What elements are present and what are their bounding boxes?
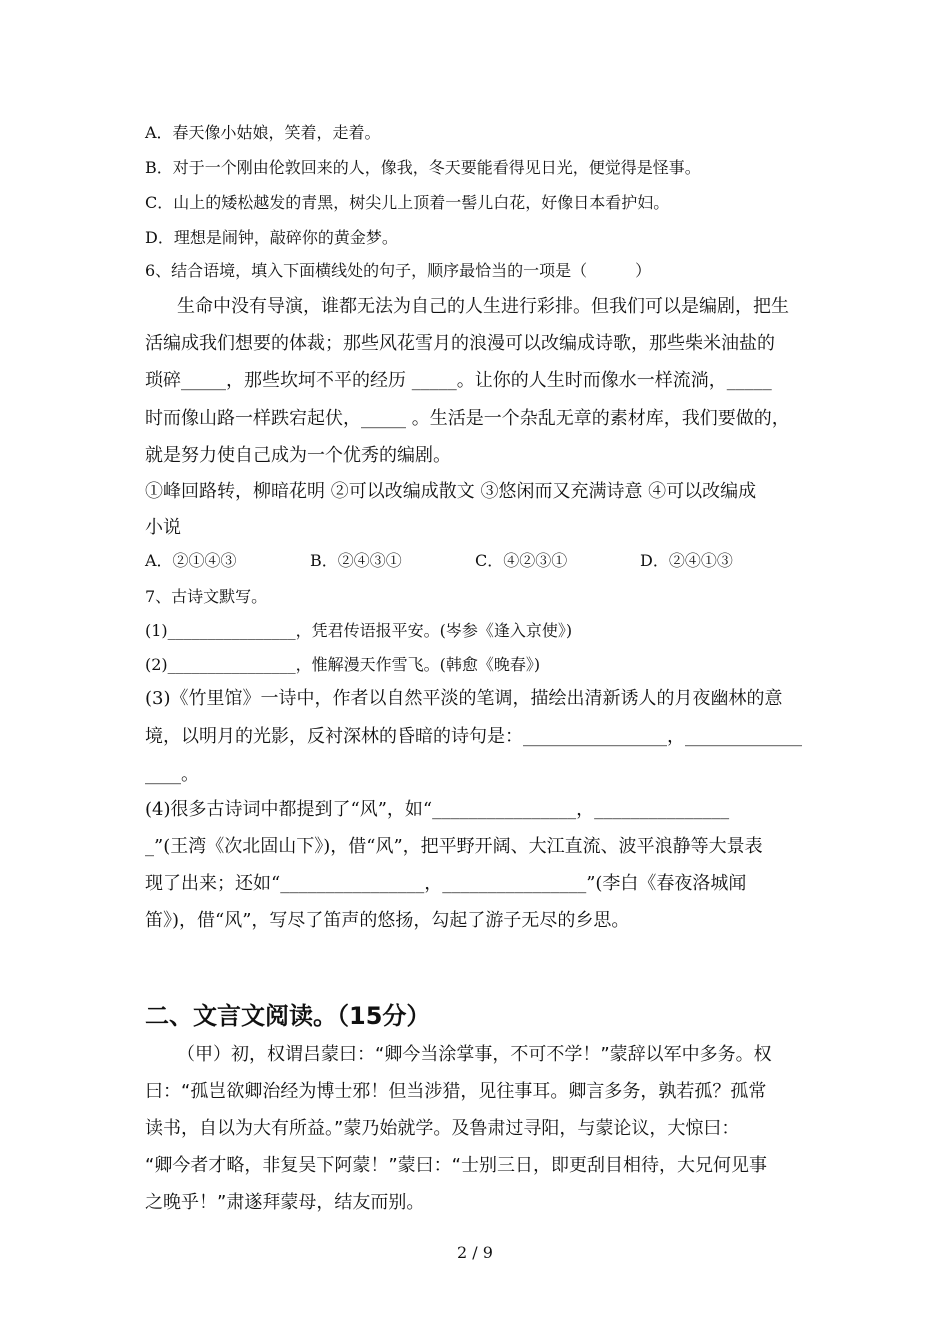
section-heading: 二、文言文阅读。（15分） — [145, 1002, 431, 1030]
classical-passage-line: 读书，自以为大有所益。”蒙乃始就学。及鲁肃过寻阳，与蒙论议，大惊曰： — [145, 1118, 740, 1139]
q6-choices: ①峰回路转，柳暗花明 ②可以改编成散文 ③悠闲而又充满诗意 ④可以改编成 — [145, 481, 757, 502]
q7-item-4-continued: 笛》)，借“风”，写尽了笛声的悠扬，勾起了游子无尽的乡思。 — [145, 910, 630, 931]
q6-passage-line: 时而像山路一样跌宕起伏，_____ 。生活是一个杂乱无章的素材库，我们要做的， — [145, 408, 790, 429]
q6-answer-c: C．④②③① — [475, 551, 568, 570]
classical-passage-line: （甲）初，权谓吕蒙曰：“卿今当涂掌事，不可不学！”蒙辞以军中多务。权 — [177, 1044, 772, 1065]
q6-answer-options — [145, 550, 805, 572]
page-number: 2 / 9 — [457, 1243, 493, 1262]
q7-item-4-continued: _”(王湾《次北固山下》)，借“风”，把平野开阔、大江直流、波平浪静等大景表 — [145, 836, 763, 857]
q7-item-2: (2)________________，惟解漫天作雪飞。(韩愈《晚春》) — [145, 655, 541, 674]
q6-passage-line: 活编成我们想要的体裁；那些风花雪月的浪漫可以改编成诗歌，那些柴米油盐的 — [145, 333, 775, 354]
q6-passage-line: 就是努力使自己成为一个优秀的编剧。 — [145, 445, 451, 466]
q6-stem: 6、结合语境，填入下面横线处的句子，顺序最恰当的一项是（ ） — [145, 261, 652, 280]
q5-option-a: A．春天像小姑娘，笑着，走着。 — [145, 123, 381, 142]
q6-passage-line: 生命中没有导演，谁都无法为自己的人生进行彩排。但我们可以是编剧，把生 — [177, 296, 789, 317]
q7-item-4-continued: 现了出来；还如“________________，________________”(李白《春夜洛城闻 — [145, 873, 747, 894]
q5-option-d: D．理想是闹钟，敲碎你的黄金梦。 — [145, 228, 398, 247]
classical-passage-line: 之晚乎！”肃遂拜蒙母，结友而别。 — [145, 1192, 425, 1213]
q6-answer-b: B．②④③① — [310, 551, 402, 570]
classical-passage-line: “卿今者才略，非复吴下阿蒙！”蒙曰：“士别三日，即更刮目相待，大兄何见事 — [145, 1155, 767, 1176]
q5-option-c: C．山上的矮松越发的青黑，树尖儿上顶着一髻儿白花，好像日本看护妇。 — [145, 193, 670, 212]
q7-item-4: (4)很多古诗词中都提到了“风”，如“________________，_______________ — [145, 799, 730, 820]
q5-option-b: B．对于一个刚由伦敦回来的人，像我，冬天要能看得见日光，便觉得是怪事。 — [145, 158, 701, 177]
q7-item-3-continued: ____。 — [145, 764, 199, 785]
q7-item-1: (1)________________，凭君传语报平安。(岑参《逢入京使》) — [145, 621, 573, 640]
q6-passage-line: 琐碎_____，那些坎坷不平的经历 _____。让你的人生时而像水一样流淌，_____ — [145, 370, 772, 391]
q7-item-3: (3)《竹里馆》一诗中，作者以自然平淡的笔调，描绘出清新诱人的月夜幽林的意 — [145, 688, 783, 709]
q7-stem: 7、古诗文默写。 — [145, 587, 268, 606]
classical-passage-line: 曰：“孤岂欲卿治经为博士邪！但当涉猎，见往事耳。卿言多务，孰若孤？孤常 — [145, 1081, 767, 1102]
q6-answer-a: A．②①④③ — [145, 551, 237, 570]
q6-answer-d: D．②④①③ — [640, 551, 733, 570]
q7-item-3-continued: 境，以明月的光影，反衬深林的昏暗的诗句是：________________，_____________ — [145, 726, 802, 747]
q6-choices-continued: 小说 — [145, 517, 181, 538]
